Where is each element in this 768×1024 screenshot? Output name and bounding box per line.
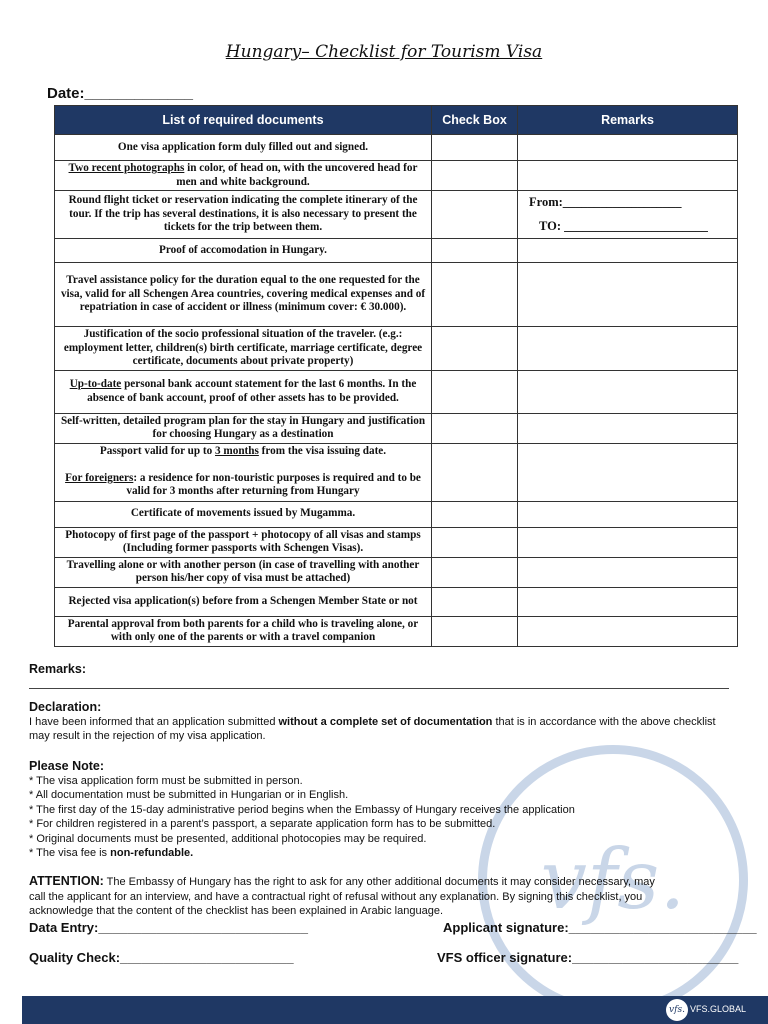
remarks-label: Remarks: — [29, 662, 86, 676]
remarks-cell[interactable] — [518, 263, 738, 327]
remarks-cell[interactable] — [518, 161, 738, 191]
table-header-row — [55, 106, 738, 135]
document-cell: Parental approval from both parents for a child who is traveling alone, or with only one of the parents or with a travel companion — [55, 616, 432, 646]
check-box[interactable] — [432, 239, 518, 263]
check-box[interactable] — [432, 191, 518, 239]
remarks-from-field[interactable]: From:___________________ — [529, 195, 682, 209]
remarks-line[interactable] — [29, 688, 729, 689]
check-box[interactable] — [432, 443, 518, 501]
document-cell: Certificate of movements issued by Mugamma. — [55, 501, 432, 527]
check-box[interactable] — [432, 161, 518, 191]
table-row — [55, 191, 738, 239]
list-item: * Original documents must be presented, additional photocopies may be required. — [29, 832, 427, 845]
data-entry-field[interactable]: Data Entry:_____________________________ — [29, 920, 309, 935]
list-item: * The visa application form must be submitted in person. — [29, 774, 303, 787]
table-row — [55, 413, 738, 443]
applicant-signature-field[interactable]: Applicant signature:__________________________ — [443, 920, 757, 935]
attention-label: ATTENTION: — [29, 874, 104, 888]
document-cell: Self-written, detailed program plan for the stay in Hungary and justification for choosing Hungary as a destination — [55, 413, 432, 443]
footer-brand: VFS.GLOBAL — [689, 1004, 746, 1014]
check-box[interactable] — [432, 370, 518, 413]
page-title: Hungary– Checklist for Tourism Visa — [225, 42, 543, 62]
table-row — [55, 501, 738, 527]
check-box[interactable] — [432, 587, 518, 616]
note-heading: Please Note: — [29, 759, 105, 773]
remarks-cell[interactable] — [518, 501, 738, 527]
remarks-cell[interactable] — [518, 370, 738, 413]
document-cell: Proof of accomodation in Hungary. — [55, 239, 432, 263]
declaration-heading: Declaration: — [29, 700, 102, 714]
document-cell: Passport valid for up to 3 months from the visa issuing date. For foreigners: a residence for non-touristic purposes is required and to be valid for 3 months after returning from Hungary — [55, 443, 432, 501]
remarks-to-field[interactable]: TO: _______________________ — [539, 218, 708, 233]
documents-table — [54, 105, 738, 647]
remarks-cell[interactable] — [518, 191, 738, 239]
vfs-logo-icon: vfs. — [666, 999, 688, 1021]
vfs-watermark: vfs. — [478, 745, 748, 1015]
table-row — [55, 616, 738, 646]
table-row — [55, 263, 738, 327]
remarks-cell[interactable] — [518, 327, 738, 371]
check-box[interactable] — [432, 263, 518, 327]
document-cell: Travel assistance policy for the duration equal to the one requested for the visa, valid for all Schengen Area countries, covering medical expenses and of repatriation in case of accident or illness (minimum cover: € 30.000). — [55, 263, 432, 327]
date-field[interactable]: Date:_____________ — [47, 85, 193, 102]
check-box[interactable] — [432, 413, 518, 443]
list-item: * All documentation must be submitted in Hungarian or in English. — [29, 789, 349, 801]
remarks-cell[interactable] — [518, 239, 738, 263]
quality-check-field[interactable]: Quality Check:________________________ — [29, 950, 294, 965]
document-cell: Photocopy of first page of the passport + photocopy of all visas and stamps (Including former passports with Schengen Visas). — [55, 527, 432, 557]
remarks-cell[interactable] — [518, 135, 738, 161]
table-row — [55, 239, 738, 263]
check-box[interactable] — [432, 616, 518, 646]
vfs-officer-signature-field[interactable]: VFS officer signature:_______________________ — [437, 950, 739, 965]
document-cell: Rejected visa application(s) before from a Schengen Member State or not — [55, 587, 432, 616]
table-row — [55, 587, 738, 616]
table-row — [55, 527, 738, 557]
document-cell: Justification of the socio professional situation of the traveler. (e.g.: employment letter, children(s) birth certificate, marriage certificate, degree certificate, documents about private property) — [55, 327, 432, 371]
table-row — [55, 443, 738, 501]
attention-text: The Embassy of Hungary has the right to ask for any other additional documents it may consider necessary, may call the applicant for an interview, and have a contractual right of refusal without any explanation. By signing this checklist, you acknowledge that the content of the checklist has been explained in Arabic language. — [29, 876, 655, 917]
document-cell: Round flight ticket or reservation indicating the complete itinerary of the tour. If the trip has several destinations, it is also necessary to present the tickets for the trip between them. — [55, 191, 432, 239]
list-item: * For children registered in a parent’s passport, a separate application form has to be submitted. — [29, 818, 496, 830]
declaration-text: I have been informed that an application submitted without a complete set of documentation that is in accordance with the above checklist may result in the rejection of my visa application. — [29, 715, 716, 742]
table-row — [55, 135, 738, 161]
remarks-cell[interactable] — [518, 557, 738, 587]
footer-bar — [22, 996, 768, 1024]
remarks-cell[interactable] — [518, 587, 738, 616]
document-cell: Travelling alone or with another person (in case of travelling with another person his/her copy of visa must be attached) — [55, 557, 432, 587]
check-box[interactable] — [432, 501, 518, 527]
remarks-cell[interactable] — [518, 616, 738, 646]
header-checkbox: Check Box — [432, 106, 518, 135]
declaration-section — [29, 700, 739, 744]
check-box[interactable] — [432, 557, 518, 587]
header-remarks: Remarks — [518, 106, 738, 135]
check-box[interactable] — [432, 327, 518, 371]
check-box[interactable] — [432, 527, 518, 557]
list-item: * The first day of the 15-day administrative period begins when the Embassy of Hungary receives the application — [29, 803, 575, 816]
header-documents: List of required documents — [55, 106, 432, 135]
table-row — [55, 557, 738, 587]
list-item: * The visa fee is non-refundable. — [29, 847, 194, 859]
note-section — [29, 759, 739, 861]
document-cell: Up-to-date personal bank account statement for the last 6 months. In the absence of bank account, proof of other assets has to be provided. — [55, 370, 432, 413]
table-row — [55, 327, 738, 371]
table-row — [55, 370, 738, 413]
document-cell: One visa application form duly filled out and signed. — [55, 135, 432, 161]
table-row — [55, 161, 738, 191]
remarks-cell[interactable] — [518, 527, 738, 557]
document-cell: Two recent photographs in color, of head on, with the uncovered head for men and white background. — [55, 161, 432, 191]
remarks-cell[interactable] — [518, 443, 738, 501]
attention-section — [29, 874, 669, 919]
remarks-cell[interactable] — [518, 413, 738, 443]
check-box[interactable] — [432, 135, 518, 161]
